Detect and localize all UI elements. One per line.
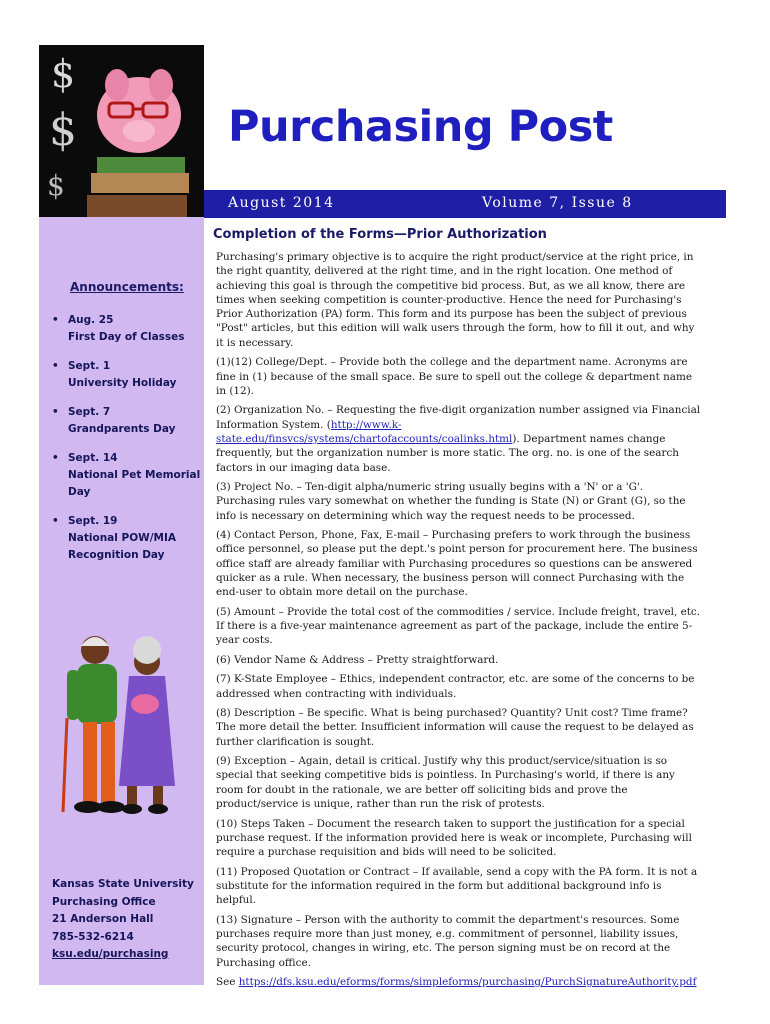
elderly-couple-clipart [55, 630, 190, 829]
issue-band [204, 190, 726, 218]
article-item-9: (9) Exception – Again, detail is critical. Justify why this product/service/situation is so special that seeking competitive bids is pointless. In Purchasing's world, if there is any room for doubt in the rationale, we are better off soliciting bids and prove the product/service is unique, rather than run the risk of protests. [216, 755, 675, 811]
newsletter-title: Purchasing Post [228, 102, 613, 152]
article-item-2: (2) Organization No. – Requesting the five-digit organization number assigned via Financial Information System. (http://www.k-state.edu/finsvcs/systems/chartofaccounts/coalinks.html). Department names change frequently, but the organization number is more static. The org. no. is one of the search factors in our imaging data base. [216, 404, 701, 474]
coalinks-link[interactable]: http://www.k-state.edu/finsvcs/systems/chartofaccounts/coalinks.html [216, 418, 513, 445]
list-item [46, 450, 206, 501]
article-body [216, 250, 704, 995]
contact-org: Kansas State University [52, 878, 194, 890]
announcement-event: National Pet Memorial Day [68, 469, 201, 498]
article-item-4: (4) Contact Person, Phone, Fax, E-mail – Purchasing prefers to work through the business office personnel, so please put the dept.'s point person for procurement here. The business office staff are already familiar with Purchasing procedures so questions can be answered quicker as a rule. When necessary, the business person will connect Purchasing with the end-user to obtain more detail on the purchase. [216, 529, 698, 599]
see-also: See https://dfs.ksu.edu/eforms/forms/simpleforms/purchasing/PurchSignatureAuthority.pdf [216, 976, 697, 989]
announcement-event: National POW/MIA Recognition Day [68, 532, 177, 561]
announcements-list [46, 312, 206, 576]
article-title: Completion of the Forms—Prior Authorization [213, 227, 547, 242]
announcement-date: • Sept. 19 [68, 515, 118, 527]
svg-text:$: $ [47, 169, 65, 202]
contact-office: Purchasing Office [52, 895, 156, 908]
article-item-6: (6) Vendor Name & Address – Pretty straightforward. [216, 653, 499, 666]
announcement-event: Grandparents Day [68, 423, 176, 435]
contact-phone: 785-532-6214 [52, 930, 134, 943]
announcements-heading: Announcements: [70, 280, 184, 294]
signature-authority-link[interactable]: https://dfs.ksu.edu/eforms/forms/simpleforms/purchasing/PurchSignatureAuthority.pdf [238, 976, 697, 989]
article-item-7: (7) K-State Employee – Ethics, independent contractor, etc. are some of the concerns to be addressed when contracting with individuals. [216, 673, 695, 700]
announcement-event: University Holiday [68, 377, 177, 389]
svg-text:$: $ [49, 105, 77, 156]
article-intro: Purchasing's primary objective is to acquire the right product/service at the right price, in the right quantity, delivered at the right time, and in the right location. One method of achieving this goal is through the competitive bid process. But, as we all know, there are times when seeking competition is counter-productive. Hence the need for Purchasing's Prior Authorization (PA) form. This form and its purpose has been the subject of previous "Post" articles, but this edition will walk users through the form, how to fill it out, and why it is necessary. [216, 251, 695, 349]
contact-url[interactable]: ksu.edu/purchasing [52, 948, 169, 960]
svg-text:$: $ [51, 52, 76, 96]
list-item [46, 312, 206, 346]
article-item-8: (8) Description – Be specific. What is being purchased? Quantity? Unit cost? Time frame? The more detail the better. Insufficient information will cause the request to be delayed as further clarification is sought. [216, 707, 694, 748]
article-item-1: (1)(12) College/Dept. – Provide both the college and the department name. Acronyms are fine in (1) because of the small space. Be sure to spell out the college & department name in (12). [216, 356, 692, 397]
article-item-13: (13) Signature – Person with the authority to commit the department's resources. Some purchases require more than just money, e.g. commitment of personnel, liability issues, security protocol, changes in wiring, etc. The person signing must be on record at the Purchasing office. [216, 913, 680, 969]
announcement-date: • Sept. 7 [68, 406, 111, 418]
article-item-3: (3) Project No. – Ten-digit alpha/numeric string usually begins with a 'N' or a 'G'. Purchasing rules vary somewhat on whether the funding is State (N) or Grant (G), so the info is necessary on determining which way the request needs to be processed. [216, 481, 686, 522]
article-item-11: (11) Proposed Quotation or Contract – If available, send a copy with the PA form. It is not a substitute for the information required in the form but additional background info is helpful. [216, 865, 698, 907]
contact-address: 21 Anderson Hall [52, 913, 154, 925]
article-item-5: (5) Amount – Provide the total cost of the commodities / service. Include freight, travel, etc. If there is a five-year maintenance agreement as part of the package, include the entire 5-year costs. [216, 605, 701, 647]
piggy-bank-image [39, 45, 204, 217]
announcement-event: First Day of Classes [68, 331, 185, 343]
announcement-date: • Aug. 25 [68, 314, 114, 326]
announcement-date: • Sept. 1 [68, 360, 111, 372]
announcement-date: • Sept. 14 [68, 452, 118, 464]
list-item [46, 358, 206, 392]
issue-volume: Volume 7, Issue 8 [482, 195, 633, 211]
issue-date: August 2014 [228, 195, 335, 211]
list-item [46, 513, 206, 564]
contact-block [52, 876, 194, 964]
list-item [46, 404, 206, 438]
article-item-10: (10) Steps Taken – Document the research taken to support the justification for a special purchase request. If the information provided here is weak or incomplete, Purchasing will require a purchase requisition and bids will need to be solicited. [216, 817, 692, 859]
